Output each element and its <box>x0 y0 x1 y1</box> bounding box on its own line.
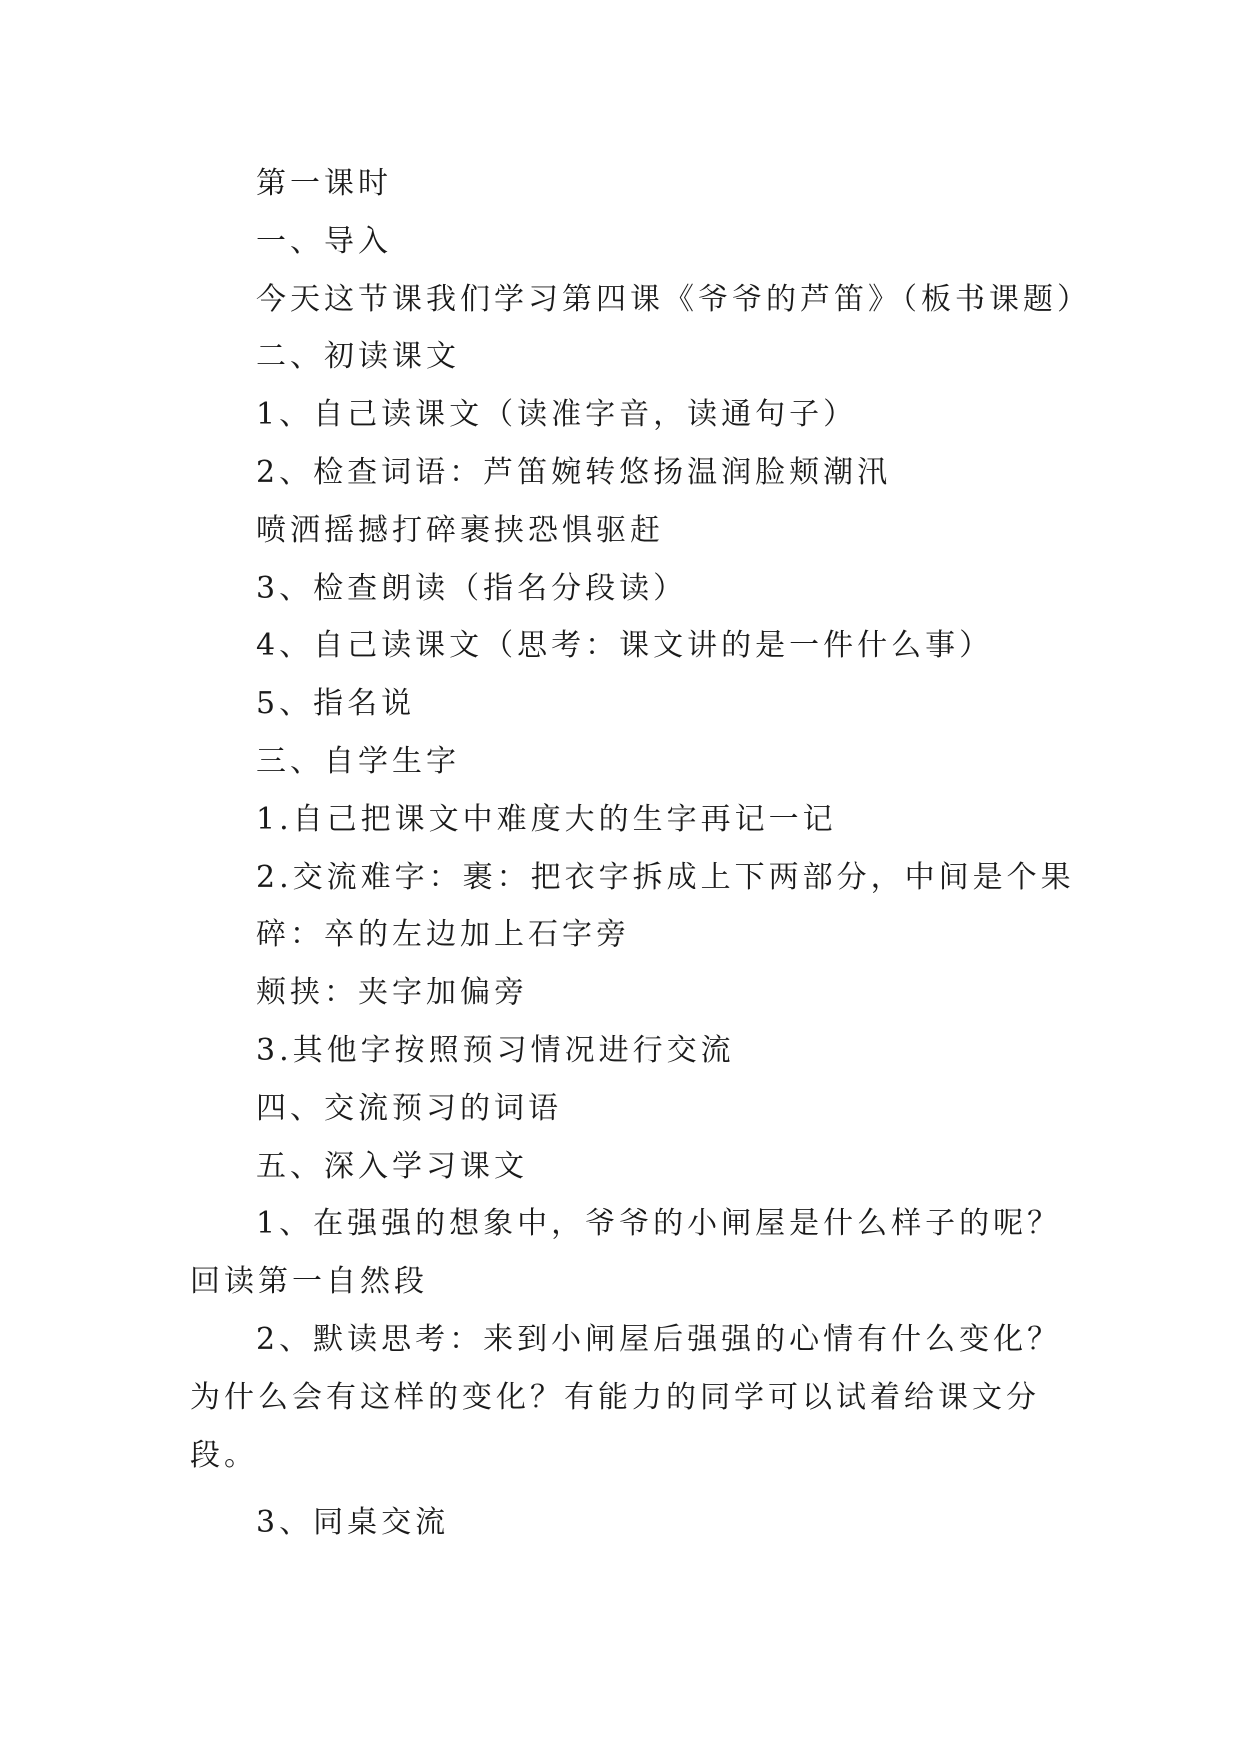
list-item: 3、检查朗读（指名分段读） <box>256 570 688 606</box>
paragraph-question-1: 1、在强强的想象中，爷爷的小闸屋是什么样子的呢？回读第一自然段 <box>190 1206 1062 1300</box>
spacer <box>190 1484 1070 1494</box>
section-heading-deep-study: 五、深入学习课文 <box>256 1148 528 1184</box>
list-item: 3.其他字按照预习情况进行交流 <box>256 1032 735 1068</box>
section-heading-vocabulary: 四、交流预习的词语 <box>256 1090 562 1126</box>
list-item: 1、自己读课文（读准字音，读通句子） <box>256 397 858 433</box>
intro-text: 今天这节课我们学习第四课《爷爷的芦笛》（板书课题） <box>256 281 1091 317</box>
list-item: 5、指名说 <box>256 686 416 722</box>
section-heading-intro: 一、导入 <box>256 223 392 259</box>
section-heading-first-reading: 二、初读课文 <box>256 339 460 375</box>
paragraph-question-2: 2、默读思考：来到小闸屋后强强的心情有什么变化？为什么会有这样的变化？有能力的同学可以试着给课文分段。 <box>190 1321 1062 1473</box>
character-note: 碎：卒的左边加上石字旁 <box>256 917 630 953</box>
document-body <box>190 155 1091 1552</box>
list-item: 4、自己读课文（思考：课文讲的是一件什么事） <box>256 628 994 664</box>
character-note: 颊挟：夹字加偏旁 <box>256 975 528 1011</box>
list-item: 2.交流难字：裹：把衣字拆成上下两部分，中间是个果 <box>256 859 1075 895</box>
list-item: 3、同桌交流 <box>256 1505 450 1541</box>
lesson-heading: 第一课时 <box>256 166 392 201</box>
list-item: 1.自己把课文中难度大的生字再记一记 <box>256 801 837 837</box>
list-item: 2、检查词语：芦笛婉转悠扬温润脸颊潮汛 <box>256 454 892 490</box>
section-heading-self-study: 三、自学生字 <box>256 743 460 779</box>
word-list-continuation: 喷洒摇撼打碎裹挟恐惧驱赶 <box>256 512 664 548</box>
